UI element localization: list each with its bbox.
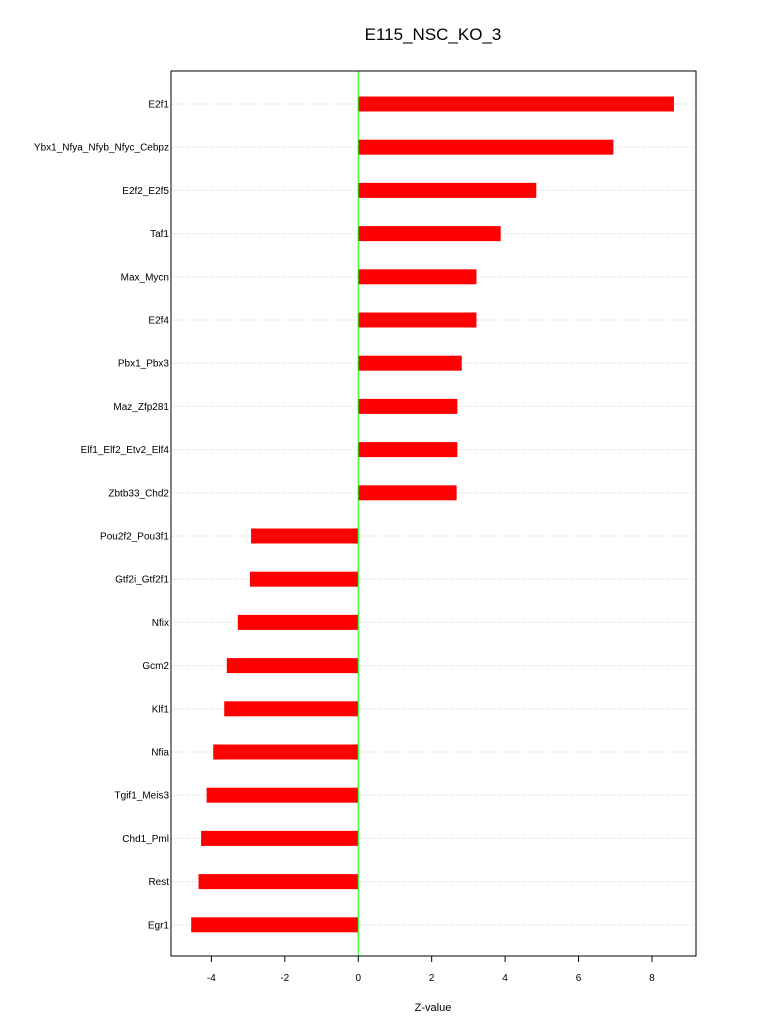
plot-frame [171, 71, 696, 956]
bar-maz-zfp281 [358, 399, 457, 414]
category-label: Gtf2i_Gtf2f1 [115, 574, 169, 586]
x-axis-title: Z-value [414, 1002, 452, 1014]
x-tick-label: -4 [206, 973, 216, 984]
category-label: Egr1 [147, 920, 169, 932]
x-tick-label: 2 [428, 973, 435, 984]
bar-nfia [213, 745, 358, 760]
bar-e2f2-e2f5 [358, 183, 536, 198]
category-label: E2f4 [148, 315, 169, 327]
x-tick-label: -2 [280, 973, 290, 984]
category-label: Ybx1_Nfya_Nfyb_Nfyc_Cebpz [33, 142, 169, 154]
bar-ybx1-nfya-nfyb-nfyc-cebpz [358, 140, 613, 155]
bar-klf1 [224, 701, 358, 716]
bar-gcm2 [227, 658, 358, 673]
x-tick-label: 6 [575, 973, 582, 984]
bar-pbx1-pbx3 [358, 356, 462, 371]
category-label: Gcm2 [142, 661, 169, 673]
category-label: Pou2f2_Pou3f1 [100, 531, 169, 543]
category-label: Maz_Zfp281 [113, 401, 169, 413]
chart-title: E115_NSC_KO_3 [364, 25, 502, 44]
category-label: E2f2_E2f5 [122, 185, 169, 197]
category-label: Nfix [151, 617, 169, 629]
bar-chd1-pml [201, 831, 358, 846]
category-label: Taf1 [150, 229, 169, 241]
x-axis [207, 956, 655, 984]
category-label: Chd1_Pml [122, 833, 169, 845]
x-tick-label: 4 [502, 973, 508, 984]
bars [191, 97, 674, 933]
bar-e2f1 [358, 97, 674, 112]
category-label: Klf1 [151, 704, 169, 716]
bar-pou2f2-pou3f1 [251, 529, 358, 544]
category-label: Pbx1_Pbx3 [117, 358, 169, 370]
bar-zbtb33-chd2 [358, 485, 456, 500]
category-labels [34, 100, 170, 932]
category-label: Nfia [151, 747, 169, 759]
bar-elf1-elf2-etv2-elf4 [358, 442, 457, 457]
bar-nfix [238, 615, 358, 630]
category-label: Zbtb33_Chd2 [108, 488, 169, 500]
bar-gtf2i-gtf2f1 [250, 572, 358, 587]
bar-e2f4 [358, 313, 476, 328]
bar-egr1 [191, 917, 358, 932]
bar-taf1 [358, 226, 500, 241]
x-tick-label: 8 [649, 973, 655, 984]
category-label: E2f1 [148, 99, 169, 111]
category-label: Tgif1_Meis3 [114, 790, 169, 802]
category-label: Rest [148, 877, 169, 889]
x-tick-label: 0 [355, 973, 362, 984]
bar-max-mycn [358, 269, 476, 284]
bar-rest [199, 874, 359, 889]
category-label: Elf1_Elf2_Etv2_Elf4 [80, 445, 169, 457]
category-label: Max_Mycn [120, 272, 169, 284]
bar-tgif1-meis3 [207, 788, 359, 803]
